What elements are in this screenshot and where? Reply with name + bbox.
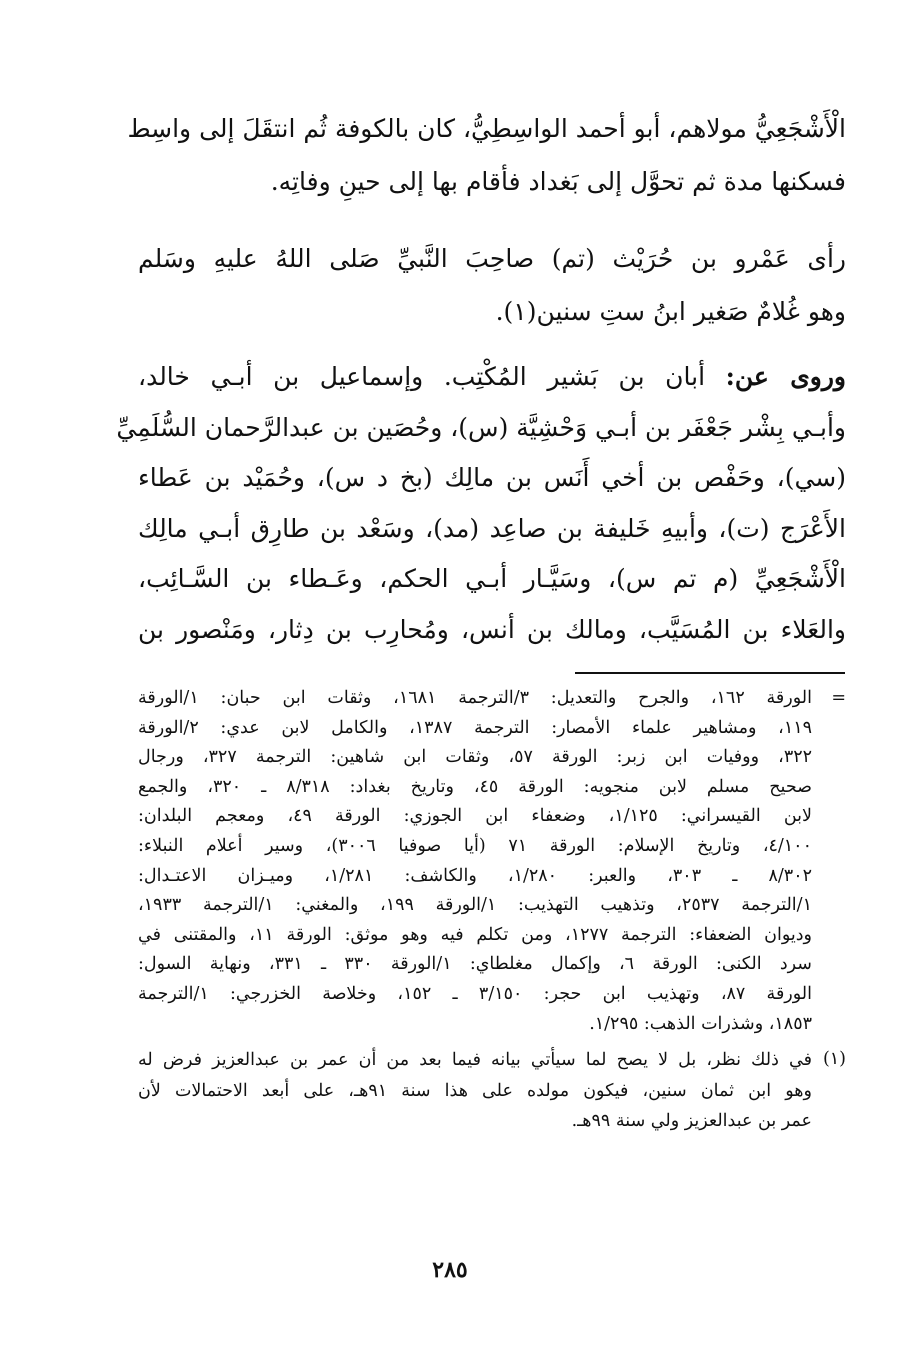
footnote-line: لابن القيسراني: ١/١٢٥، وضعفاء ابن الجوزي: الورقة ٤٩، ومعجم البلدان:	[138, 806, 812, 827]
text-line: رأى عَمْرو بن حُرَيْث (تم) صاحِبَ النَّبيِّ صَلى اللهُ عليهِ وسَلم	[138, 244, 846, 273]
footnote-line: وهو ابن ثمان سنين، فيكون مولده على هذا سنة ٩١هـ، على أبعد الاحتمالات لأن	[138, 1080, 812, 1101]
footnote-line: الورقة ٨٧، وتهذيب ابن حجر: ٣/١٥٠ ـ ١٥٢، وخلاصة الخزرجي: ١/الترجمة	[138, 983, 812, 1004]
footnotes	[138, 684, 846, 1137]
footnote-line: الورقة ١٦٢، والجرح والتعديل: ٣/الترجمة ١٦٨١، وثقات ابن حبان: ١/الورقة	[138, 688, 812, 708]
footnote-line: عمر بن عبدالعزيز ولي سنة ٩٩هـ.	[571, 1111, 812, 1132]
text-line: وأبـي بِشْر جَعْفَر بن أبـي وَحْشِيَّة (س)، وحُصَين بن عبدالرَّحمان السُّلَمِيِّ	[116, 412, 846, 442]
footnote-line: صحيح مسلم لابن منجويه: الورقة ٤٥، وتاريخ بغداد: ٨/٣١٨ ـ ٣٢٠، والجمع	[138, 776, 812, 797]
text-line	[138, 352, 846, 403]
section-lead: وروى عن:	[725, 362, 846, 391]
footnote-line: ١/الترجمة ٢٥٣٧، وتذهيب التهذيب: ١/الورقة ١٩٩، والمغني: ١/الترجمة ١٩٣٣،	[138, 895, 812, 916]
footnote-line: ١٨٥٣، وشذرات الذهب: ١/٢٩٥.	[589, 1013, 812, 1034]
footnote-1	[138, 1045, 846, 1137]
paragraph-2	[138, 232, 846, 338]
text-line: الْأَشْجَعِيُّ مولاهم، أبو أحمد الواسِطِيُّ، كان بالكوفة ثُم انتقَلَ إلى واسِط	[127, 114, 846, 143]
footnote-line: في ذلك نظر، بل لا يصح لما سيأتي بيانه فيما بعد من أن عمر بن عبدالعزيز فرض له	[138, 1050, 812, 1071]
text-segment: أبان بن بَشير المُكْتِب. وإسماعيل بن أبـي خالد،	[138, 362, 726, 391]
continuation-mark: =	[831, 688, 846, 708]
footnote-line: ٨/٣٠٢ ـ ٣٠٣، والعبر: ١/٢٨٠، والكاشف: ١/٢٨١، وميـزان الاعتـدال:	[138, 865, 812, 886]
text-line: فسكنها مدة ثم تحوَّل إلى بَغداد فأقام بها إلى حينِ وفاتِه.	[270, 167, 846, 196]
footnote-line: وديوان الضعفاء: الترجمة ١٢٧٧، ومن تكلم فيه وهو موثق: الورقة ١١، والمقتنى في	[138, 924, 812, 945]
paragraph-1	[127, 102, 846, 208]
text-line: والعَلاء بن المُسَيَّب، ومالك بن أنس، ومُحارِب بن دِثار، ومَنْصور بن	[138, 614, 846, 644]
footnote-line: ١١٩، ومشاهير علماء الأمصار: الترجمة ١٣٨٧، والكامل لابن عدي: ٢/الورقة	[138, 717, 813, 738]
footnote-line: سرد الكنى: الورقة ٦، وإكمال مغلطاي: ١/الورقة ٣٣٠ ـ ٣٣١، ونهاية السول:	[138, 954, 812, 975]
page-number: ٢٨٥	[432, 1257, 468, 1283]
text-line: وهو غُلامٌ صَغير ابنُ ستِ سنين(١).	[495, 297, 846, 326]
narrators-paragraph	[116, 352, 846, 655]
footnote-line: ٤/١٠٠، وتاريخ الإسلام: الورقة ٧١ (أيا صوفيا ٣٠٠٦)، وسير أعلام النبلاء:	[138, 835, 812, 856]
text-line: (سي)، وحَفْص بن أخي أَنَس بن مالِك (بخ د س)، وحُمَيْد بن عَطاء	[138, 463, 846, 492]
footnote-line: ٣٢٢، ووفيات ابن زبر: الورقة ٥٧، وثقات ابن شاهين: الترجمة ٣٢٧، ورجال	[138, 747, 813, 768]
text-line: الْأَشْجَعِيِّ (م تم س)، وسَيَّـار أبـي الحكم، وعَـطاء بن السَّـائِب،	[138, 564, 846, 593]
footnote-separator	[575, 672, 845, 674]
text-line: الأَعْرَج (ت)، وأبيهِ خَليفة بن صاعِد (مد)، وسَعْد بن طارِق أبـي مالِك	[138, 513, 846, 543]
footnote-continuation	[138, 684, 846, 1039]
footnote-number: (١)	[822, 1049, 846, 1070]
